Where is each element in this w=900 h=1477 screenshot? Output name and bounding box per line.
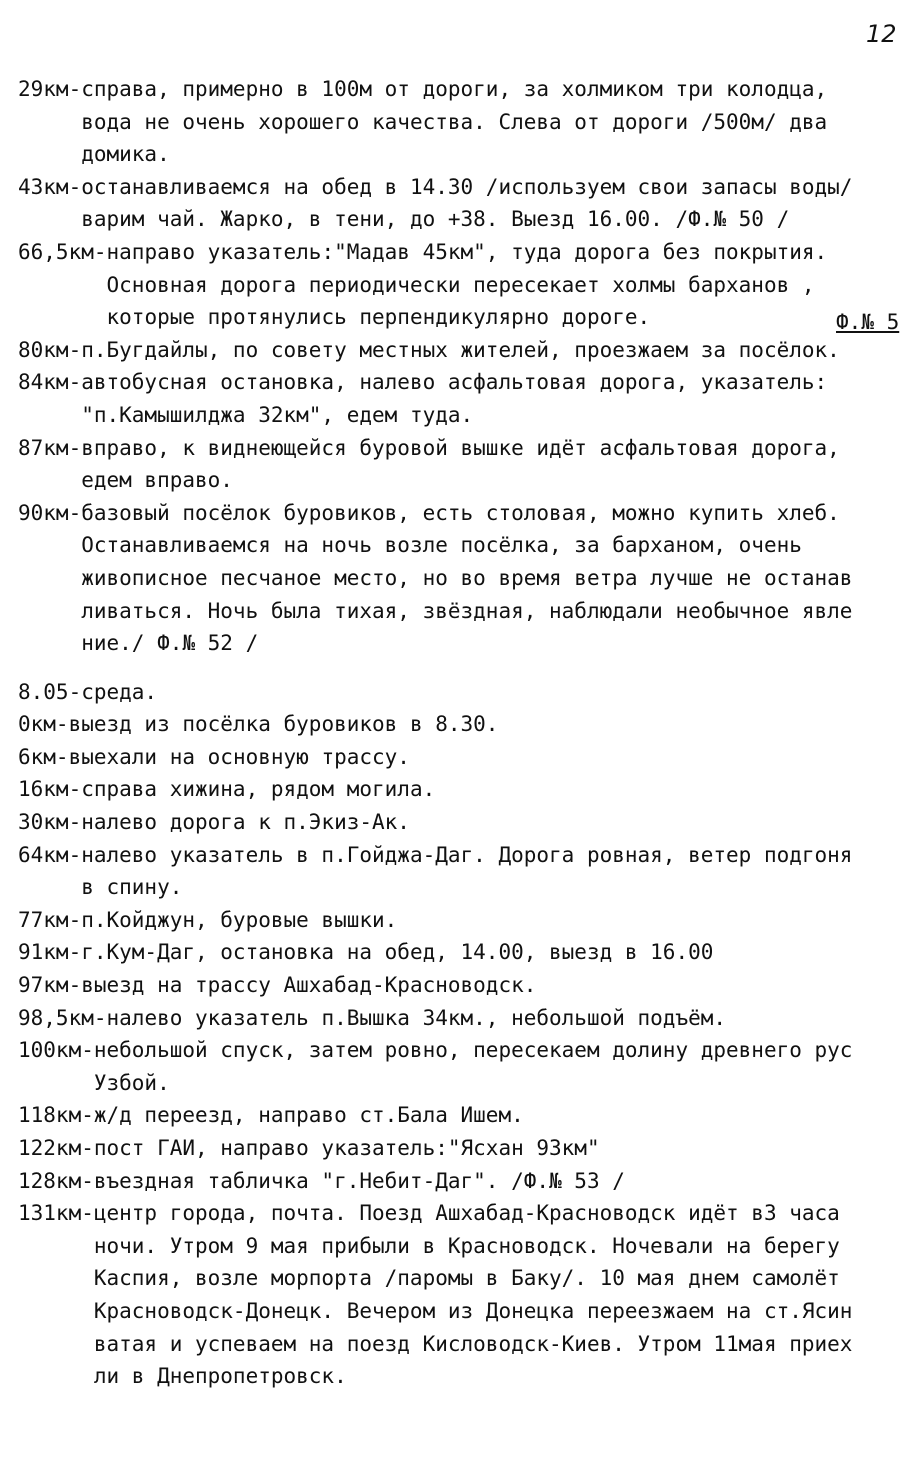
entry-line: варим чай. Жарко, в тени, до +38. Выезд 16.00. /Ф.№ 50 / [81,207,790,232]
log-entry [18,741,898,774]
travel-log [18,73,898,1393]
entry-line: которые протянулись перпендикулярно дороге. [106,305,651,330]
km-marker: 80км- [18,337,82,362]
entry-line: Каспия, возле морпорта /паромы в Баку/. 10 мая днем самолёт [93,1266,840,1291]
log-entry [18,432,898,497]
entry-line: ночи. Утром 9 мая прибыли в Красноводск. Ночевали на берегу [93,1233,840,1258]
entry-line: ж/д переезд, направо ст.Бала Ишем. [93,1103,524,1128]
entry-line: центр города, почта. Поезд Ашхабад-Красноводск идёт в3 часа [93,1201,840,1226]
km-marker: 66,5км- [18,239,107,264]
entry-line: налево дорога к п.Экиз-Ак. [81,810,410,835]
log-entry [18,236,898,334]
day2-entries [18,708,898,1392]
margin-photo-note: Ф.№ 5 [836,310,900,334]
entry-line: справа хижина, рядом могила. [81,777,436,802]
entry-line: ние./ Ф.№ 52 / [81,631,259,656]
log-entry [18,1099,898,1132]
entry-line: выехали на основную трассу. [68,744,410,769]
entry-line: в спину. [81,875,183,900]
entry-line: г.Кум-Даг, остановка на обед, 14.00, выезд в 16.00 [81,940,714,965]
log-entry [18,1165,898,1198]
entry-line: вправо, к виднеющейся буровой вышке идёт асфальтовая дорога, [81,435,840,460]
entry-line: въездная табличка "г.Небит-Даг". /Ф.№ 53 / [93,1168,625,1193]
log-entry [18,773,898,806]
km-marker: 16км- [18,777,82,802]
km-marker: 118км- [18,1103,94,1128]
log-entry [18,497,898,660]
entry-line: автобусная остановка, налево асфальтовая дорога, указатель: [81,370,828,395]
log-entry [18,936,898,969]
entry-line: ли в Днепропетровск. [93,1364,347,1389]
log-entry [18,334,898,367]
log-entry [18,839,898,904]
entry-line: ватая и успеваем на поезд Кисловодск-Киев. Утром 11мая приех [93,1331,853,1356]
log-entry [18,708,898,741]
date-heading: 8.05-среда. [18,679,158,704]
entry-line: Останавливаемся на ночь возле посёлка, за барханом, очень [81,533,802,558]
log-entry [18,171,898,236]
entry-line: базовый посёлок буровиков, есть столовая, можно купить хлеб. [81,500,840,525]
km-marker: 87км- [18,435,82,460]
km-marker: 84км- [18,370,82,395]
km-marker: 97км- [18,973,82,998]
entry-line: ливаться. Ночь была тихая, звёздная, наблюдали необычное явле [81,598,853,623]
log-entry [18,1034,898,1099]
km-marker: 43км- [18,174,82,199]
log-entry [18,1132,898,1165]
km-marker: 90км- [18,500,82,525]
km-marker: 77км- [18,907,82,932]
entry-line: Узбой. [93,1070,170,1095]
entry-line: п.Бугдайлы, по совету местных жителей, проезжаем за посёлок. [81,337,840,362]
log-entry [18,73,898,171]
km-marker: 64км- [18,842,82,867]
entry-line: выезд из посёлка буровиков в 8.30. [68,712,499,737]
day1-entries [18,73,898,660]
km-marker: 6км- [18,744,69,769]
km-marker: 131км- [18,1201,94,1226]
entry-line: домика. [81,142,170,167]
entry-line: небольшой спуск, затем ровно, пересекаем долину древнего рус [93,1038,853,1063]
entry-line: п.Койджун, буровые вышки. [81,907,398,932]
log-entry [18,366,898,431]
km-marker: 100км- [18,1038,94,1063]
log-entry [18,806,898,839]
km-marker: 0км- [18,712,69,737]
km-marker: 122км- [18,1136,94,1160]
log-entry [18,1197,898,1393]
km-marker: 29км- [18,77,82,101]
entry-line: Основная дорога периодически пересекает холмы барханов , [106,272,815,297]
entry-line: живописное песчаное место, но во время ветра лучше не останав [81,565,853,590]
entry-line: "п.Камышилджа 32км", едем туда. [81,402,474,427]
entry-line: налево указатель в п.Гойджа-Даг. Дорога ровная, ветер подгоня [81,842,853,867]
km-marker: 91км- [18,940,82,965]
entry-line: едем вправо. [81,468,233,493]
km-marker: 128км- [18,1168,94,1193]
entry-line: вода не очень хорошего качества. Слева от дороги /500м/ два [81,109,828,134]
km-marker: 98,5км- [18,1005,107,1030]
entry-line: направо указатель:"Мадав 45км", туда дорога без покрытия. [106,239,828,264]
entry-line: пост ГАИ, направо указатель:"Ясхан 93км" [93,1136,600,1160]
page-number: 12 [866,20,897,48]
entry-line: справа, примерно в 100м от дороги, за холмиком три колодца, [81,77,828,101]
log-entry [18,969,898,1002]
km-marker: 30км- [18,810,82,835]
entry-line: налево указатель п.Вышка 34км., небольшой подъём. [106,1005,727,1030]
entry-line: останавливаемся на обед в 14.30 /используем свои запасы воды/ [81,174,853,199]
entry-line: Красноводск-Донецк. Вечером из Донецка переезжаем на ст.Ясин [93,1298,853,1323]
entry-line: выезд на трассу Ашхабад-Красноводск. [81,973,537,998]
log-entry [18,1002,898,1035]
log-entry [18,904,898,937]
